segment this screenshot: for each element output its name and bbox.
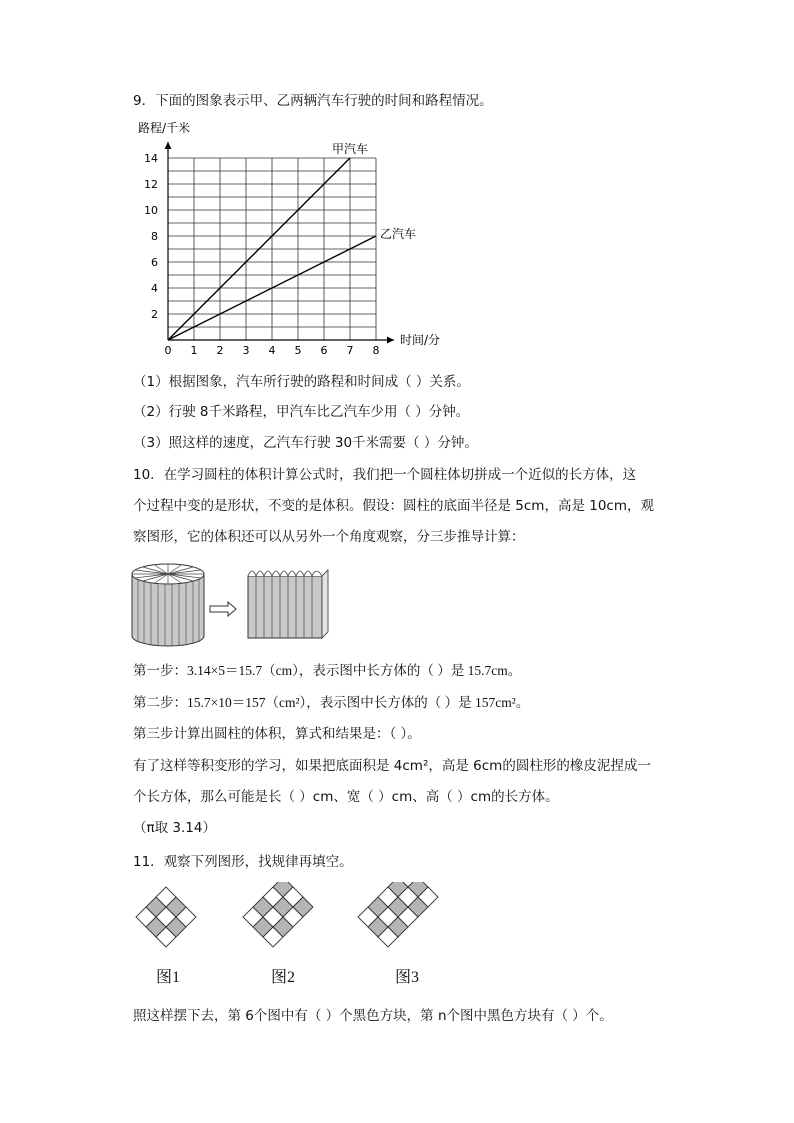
pattern-figure-1: [136, 887, 196, 947]
y-axis-label: 路程/千米: [138, 121, 191, 135]
y-tick-label: 6: [151, 256, 158, 269]
y-tick-label: 14: [144, 152, 158, 165]
x-tick-label: 3: [242, 344, 250, 357]
x-tick-label: 6: [320, 344, 328, 357]
x-axis-label: 时间/分: [400, 333, 441, 347]
q9-prompt: 9．下面的图象表示甲、乙两辆汽车行驶的时间和路程情况。: [133, 93, 493, 109]
pattern-figure-2: [243, 882, 313, 947]
y-tick-label: 8: [151, 230, 158, 243]
pattern-figure-3: [358, 882, 438, 947]
diamond-patterns-figure: [130, 882, 470, 952]
q10-step-1: 第一步：3.14×5＝15.7（cm），表示图中长方体的（ ）是 15.7cm。: [133, 663, 522, 678]
figure-caption-1: 图1: [156, 969, 181, 986]
x-tick-label: 8: [372, 344, 380, 357]
q10-paragraph-4: 有了这样等积变形的学习，如果把底面积是 4cm²，高是 6cm的圆柱形的橡皮泥捏成一: [133, 758, 651, 774]
x-tick-label: 4: [268, 344, 276, 357]
y-tick-label: 2: [151, 308, 158, 321]
q11-prompt: 11．观察下列图形，找规律再填空。: [133, 854, 353, 870]
y-tick-label: 10: [144, 204, 158, 217]
q9-sub2: （2）行驶 8千米路程，甲汽车比乙汽车少用（ ）分钟。: [133, 404, 470, 420]
figure-caption-2: 图2: [271, 969, 296, 986]
arrow-right-icon: [210, 602, 236, 616]
q10-paragraph-3: 察图形，它的体积还可以从另外一个角度观察，分三步推导计算：: [133, 529, 525, 545]
q10-paragraph-6: （π取 3.14）: [133, 820, 216, 836]
cuboid-illustration: [248, 570, 328, 638]
x-axis-arrow-icon: [387, 337, 394, 344]
series-label-1: 甲汽车: [332, 142, 369, 156]
x-tick-label: 1: [190, 344, 198, 357]
q9-sub1: （1）根据图象，汽车所行驶的路程和时间成（ ）关系。: [133, 374, 470, 390]
series-label-2: 乙汽车: [380, 227, 417, 241]
y-tick-label: 4: [151, 282, 158, 295]
q9-sub3: （3）照这样的速度，乙汽车行驶 30千米需要（ ）分钟。: [133, 435, 478, 451]
x-tick-label: 5: [294, 344, 302, 357]
y-axis-arrow-icon: [165, 142, 172, 149]
q10-paragraph-1: 10．在学习圆柱的体积计算公式时，我们把一个圆柱体切拼成一个近似的长方体，这: [133, 467, 637, 483]
y-tick-label: 12: [144, 178, 158, 191]
figure-caption-3: 图3: [395, 969, 420, 986]
q10-paragraph-2: 个过程中变的是形状，不变的是体积。假设：圆柱的底面半径是 5cm，高是 10cm，观: [133, 498, 654, 514]
q10-step-2: 第二步：15.7×10＝157（cm²），表示图中长方体的（ ）是 157cm²。: [133, 695, 530, 710]
q10-paragraph-5: 个长方体，那么可能是长（ ）cm、宽（ ）cm、高（ ）cm的长方体。: [133, 789, 559, 805]
x-tick-label: 7: [346, 344, 354, 357]
x-tick-label: 2: [216, 344, 224, 357]
x-tick-label: 0: [164, 344, 172, 357]
cylinder-to-cuboid-figure: [130, 560, 330, 650]
cylinder-illustration: [132, 564, 204, 646]
q11-answer: 照这样摆下去，第 6个图中有（ ）个黑色方块，第 n个图中黑色方块有（ ）个。: [133, 1008, 613, 1024]
distance-time-chart: [128, 118, 448, 358]
q10-step-3: 第三步计算出圆柱的体积，算式和结果是：（ ）。: [133, 726, 421, 742]
